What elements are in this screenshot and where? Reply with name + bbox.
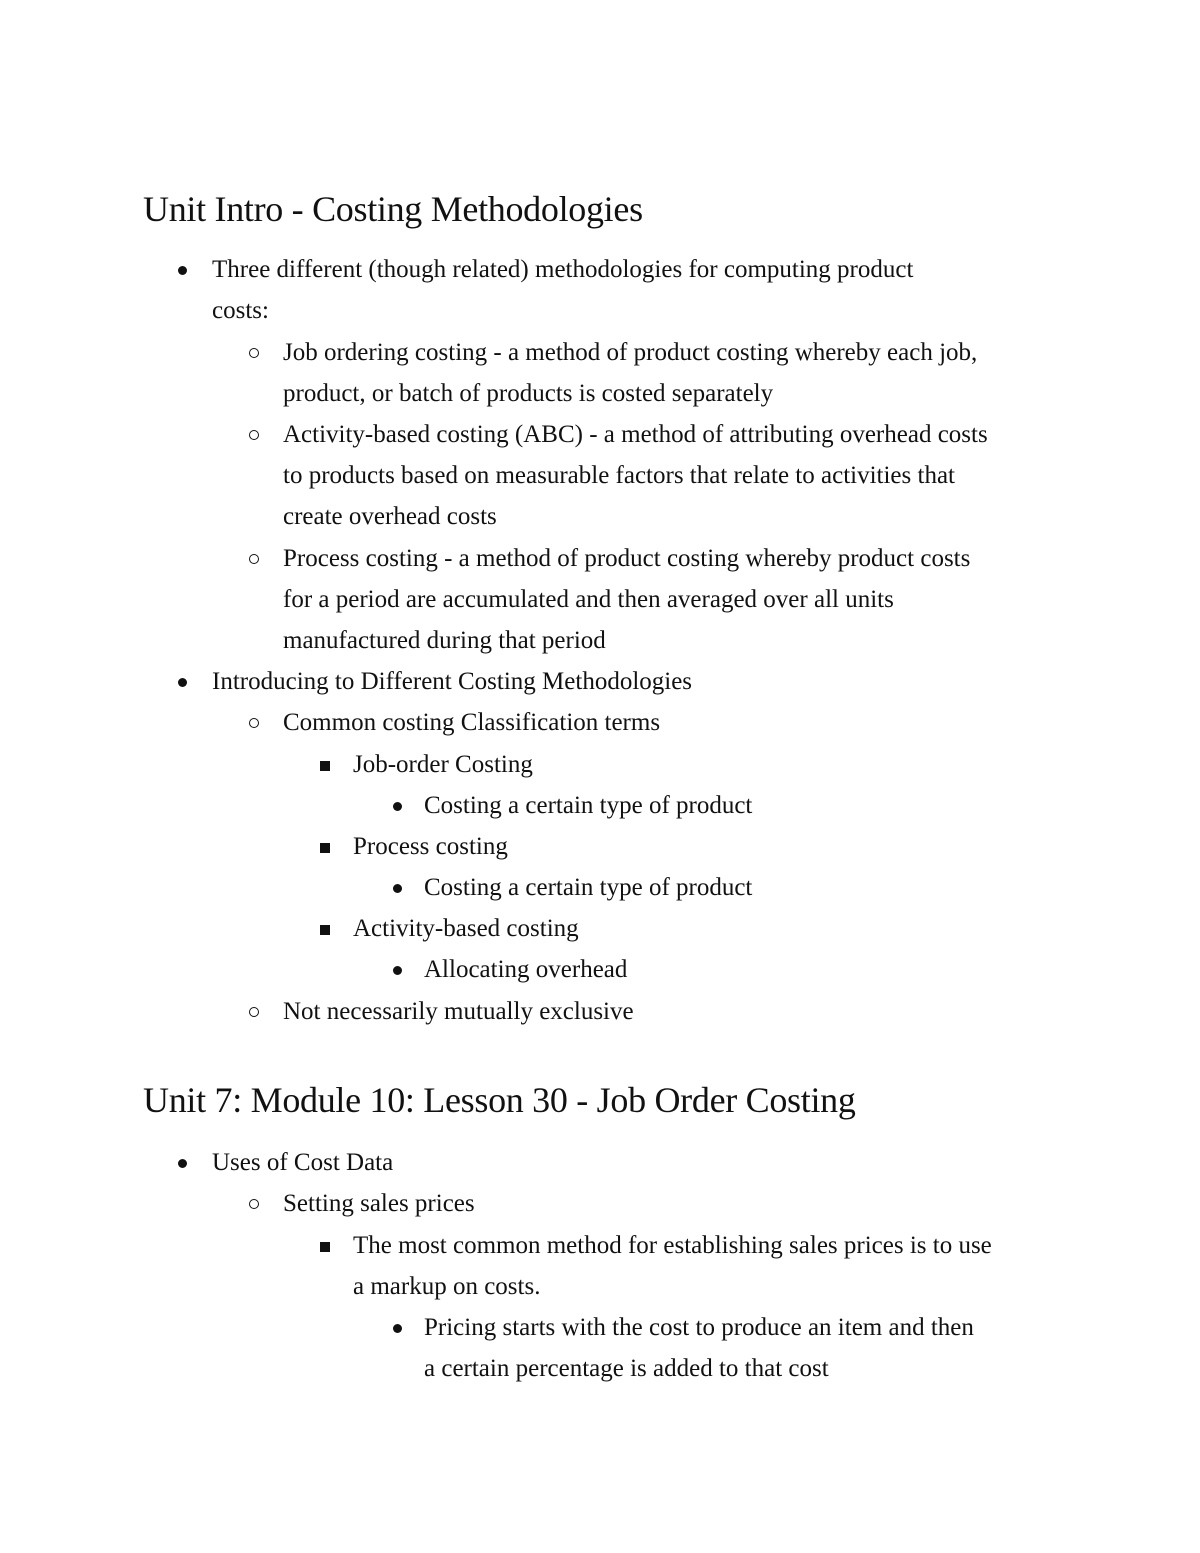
list-item-setting-sales-prices: Setting sales prices xyxy=(283,1190,475,1217)
list-item-job-order-costing: Job-order Costing xyxy=(353,751,533,778)
list-item-job-ordering: Job ordering costing - a method of product costing whereby each job, xyxy=(283,339,978,366)
list-item-process-costing: Process costing xyxy=(353,833,508,860)
disc-bullet-icon xyxy=(393,966,402,975)
list-item-common-terms: Common costing Classification terms xyxy=(283,709,661,736)
list-item-process-cont: for a period are accumulated and then averaged over all units xyxy=(283,586,894,613)
square-bullet-icon xyxy=(320,1242,330,1252)
list-item-markup-cont: a markup on costs. xyxy=(353,1273,541,1300)
list-item-three-methods: Three different (though related) methodologies for computing product xyxy=(212,256,914,283)
square-bullet-icon xyxy=(320,925,330,935)
list-item-activity-sub: Allocating overhead xyxy=(424,956,628,983)
list-item-uses-cost-data: Uses of Cost Data xyxy=(212,1149,394,1176)
square-bullet-icon xyxy=(320,761,330,771)
circle-bullet-icon xyxy=(249,1007,259,1017)
disc-bullet-icon xyxy=(393,802,402,811)
list-item-job-order-sub: Costing a certain type of product xyxy=(424,792,753,819)
list-item-introducing: Introducing to Different Costing Methodologies xyxy=(212,668,693,695)
section-heading-unit-7: Unit 7: Module 10: Lesson 30 - Job Order Costing xyxy=(143,1080,856,1120)
list-item-pricing: Pricing starts with the cost to produce an item and then xyxy=(424,1314,974,1341)
list-item-job-ordering-cont: product, or batch of products is costed separately xyxy=(283,380,774,407)
disc-bullet-icon xyxy=(393,1324,402,1333)
list-item-activity-based: Activity-based costing xyxy=(353,915,579,942)
disc-bullet-icon xyxy=(393,884,402,893)
list-item-pricing-cont: a certain percentage is added to that cost xyxy=(424,1355,829,1382)
list-item-process-sub: Costing a certain type of product xyxy=(424,874,753,901)
disc-bullet-icon xyxy=(178,1159,187,1168)
disc-bullet-icon xyxy=(178,678,187,687)
disc-bullet-icon xyxy=(178,266,187,275)
list-item-process-cont: manufactured during that period xyxy=(283,627,606,654)
list-item-abc: Activity-based costing (ABC) - a method of attributing overhead costs xyxy=(283,421,988,448)
list-item-abc-cont: to products based on measurable factors that relate to activities that xyxy=(283,462,955,489)
section-heading-unit-intro: Unit Intro - Costing Methodologies xyxy=(143,189,643,229)
list-item-process: Process costing - a method of product costing whereby product costs xyxy=(283,545,971,572)
circle-bullet-icon xyxy=(249,718,259,728)
circle-bullet-icon xyxy=(249,1199,259,1209)
circle-bullet-icon xyxy=(249,554,259,564)
circle-bullet-icon xyxy=(249,348,259,358)
list-item-markup: The most common method for establishing sales prices is to use xyxy=(353,1232,992,1259)
square-bullet-icon xyxy=(320,843,330,853)
list-item-abc-cont: create overhead costs xyxy=(283,503,497,530)
list-item-not-exclusive: Not necessarily mutually exclusive xyxy=(283,998,634,1025)
list-item-three-methods-cont: costs: xyxy=(212,297,269,324)
circle-bullet-icon xyxy=(249,430,259,440)
